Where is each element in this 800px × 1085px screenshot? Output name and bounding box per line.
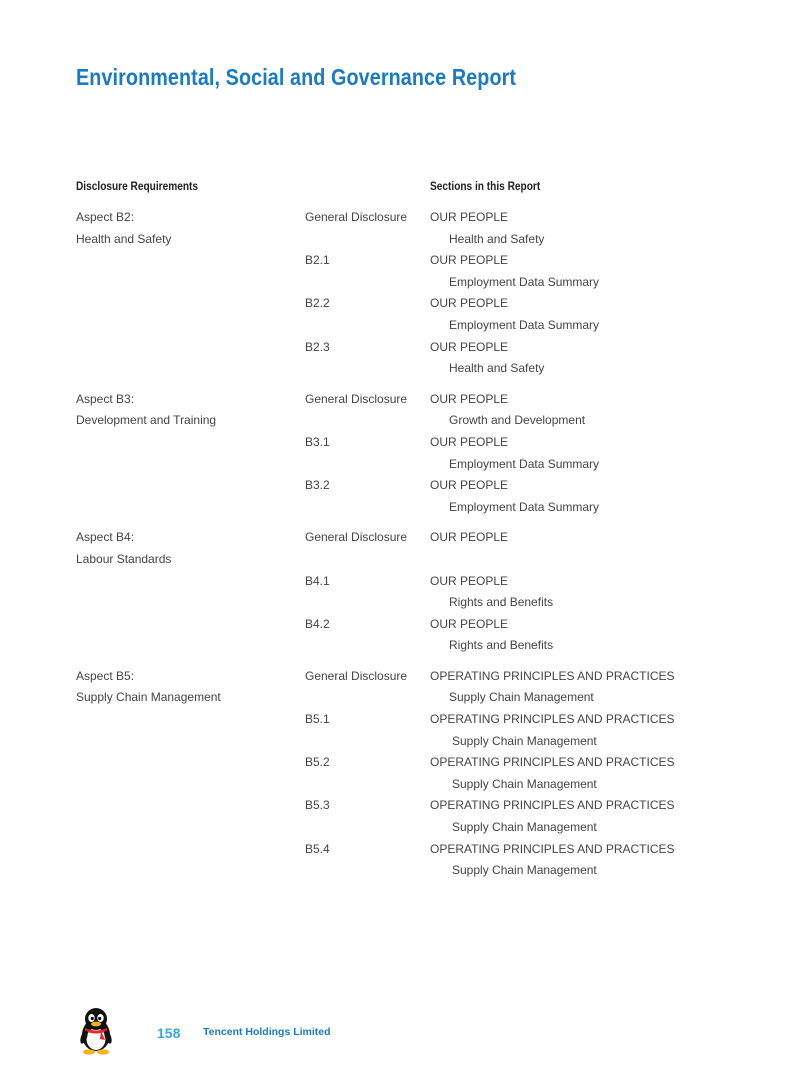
table-row [0,549,800,571]
subsection-name: Supply Chain Management [452,820,597,835]
section-name: OPERATING PRINCIPLES AND PRACTICES [430,841,675,856]
table-row [0,497,800,519]
table-row [0,635,800,657]
subsection-name: Supply Chain Management [452,733,597,748]
table-row [0,454,800,476]
header-disclosure-requirements: Disclosure Requirements [76,181,199,193]
disclosure-code: B3.1 [305,434,330,449]
table-row [0,571,800,593]
subsection-name: Supply Chain Management [449,690,594,705]
disclosure-table [0,207,800,891]
disclosure-code: General Disclosure [305,391,408,406]
aspect-name: Labour Standards [76,551,172,566]
section-name: OPERATING PRINCIPLES AND PRACTICES [430,755,675,770]
table-row [0,358,800,380]
disclosure-code: B4.1 [305,573,330,588]
disclosure-code: B5.4 [305,841,330,856]
aspect-label: Aspect B5: [76,668,135,683]
table-row [0,795,800,817]
disclosure-code: B3.2 [305,478,330,493]
table-row [0,293,800,315]
aspect-group [0,389,800,519]
disclosure-code: B5.3 [305,798,330,813]
page-title: Environmental, Social and Governance Report [76,64,517,90]
section-name: OUR PEOPLE [430,530,509,545]
section-name: OPERATING PRINCIPLES AND PRACTICES [430,712,675,727]
disclosure-code: B2.2 [305,296,330,311]
table-row [0,527,800,549]
section-name: OUR PEOPLE [430,616,509,631]
subsection-name: Employment Data Summary [449,274,600,289]
table-row [0,774,800,796]
subsection-name: Rights and Benefits [449,595,554,610]
table-row [0,315,800,337]
table-row [0,592,800,614]
section-name: OUR PEOPLE [430,573,509,588]
table-row [0,860,800,882]
section-name: OUR PEOPLE [430,434,509,449]
disclosure-code: General Disclosure [305,210,408,224]
section-name: OUR PEOPLE [430,391,509,406]
table-row [0,250,800,272]
disclosure-code: General Disclosure [305,530,408,545]
section-name: OUR PEOPLE [430,478,509,493]
disclosure-code: B2.1 [305,253,330,268]
section-name: OUR PEOPLE [430,296,509,311]
table-row [0,337,800,359]
subsection-name: Supply Chain Management [452,863,597,878]
table-row [0,614,800,636]
section-name: OUR PEOPLE [430,339,509,354]
subsection-name: Employment Data Summary [449,499,600,514]
disclosure-code: B5.2 [305,755,330,770]
table-row [0,839,800,861]
page-number: 158 [157,1025,181,1041]
aspect-label: Aspect B4: [76,530,135,545]
table-row [0,817,800,839]
table-row [0,475,800,497]
table-row [0,432,800,454]
section-name: OPERATING PRINCIPLES AND PRACTICES [430,668,675,683]
aspect-group [0,527,800,657]
section-name: OUR PEOPLE [430,210,509,224]
section-name: OPERATING PRINCIPLES AND PRACTICES [430,798,675,813]
table-row [0,229,800,251]
subsection-name: Health and Safety [449,361,545,376]
aspect-name: Development and Training [76,413,217,428]
table-header [0,181,800,197]
disclosure-code: B2.3 [305,339,330,354]
page-footer [0,1006,800,1056]
table-row [0,752,800,774]
subsection-name: Rights and Benefits [449,638,554,653]
aspect-group [0,666,800,882]
header-sections-in-report: Sections in this Report [430,181,541,193]
subsection-name: Employment Data Summary [449,317,600,332]
table-row [0,207,800,229]
table-row [0,731,800,753]
table-row [0,709,800,731]
subsection-name: Employment Data Summary [449,456,600,471]
penguin-mascot-icon [76,1006,116,1056]
disclosure-code: B4.2 [305,616,330,631]
subsection-name: Supply Chain Management [452,776,597,791]
aspect-name: Health and Safety [76,231,172,246]
table-row [0,272,800,294]
table-row [0,389,800,411]
aspect-group [0,207,800,380]
aspect-label: Aspect B3: [76,391,135,406]
subsection-name: Health and Safety [449,231,545,246]
table-row [0,687,800,709]
table-row [0,410,800,432]
section-name: OUR PEOPLE [430,253,509,268]
table-row [0,666,800,688]
disclosure-code: General Disclosure [305,668,408,683]
subsection-name: Growth and Development [449,413,586,428]
company-name: Tencent Holdings Limited [203,1026,331,1038]
disclosure-code: B5.1 [305,712,330,727]
aspect-label: Aspect B2: [76,210,135,224]
aspect-name: Supply Chain Management [76,690,221,705]
